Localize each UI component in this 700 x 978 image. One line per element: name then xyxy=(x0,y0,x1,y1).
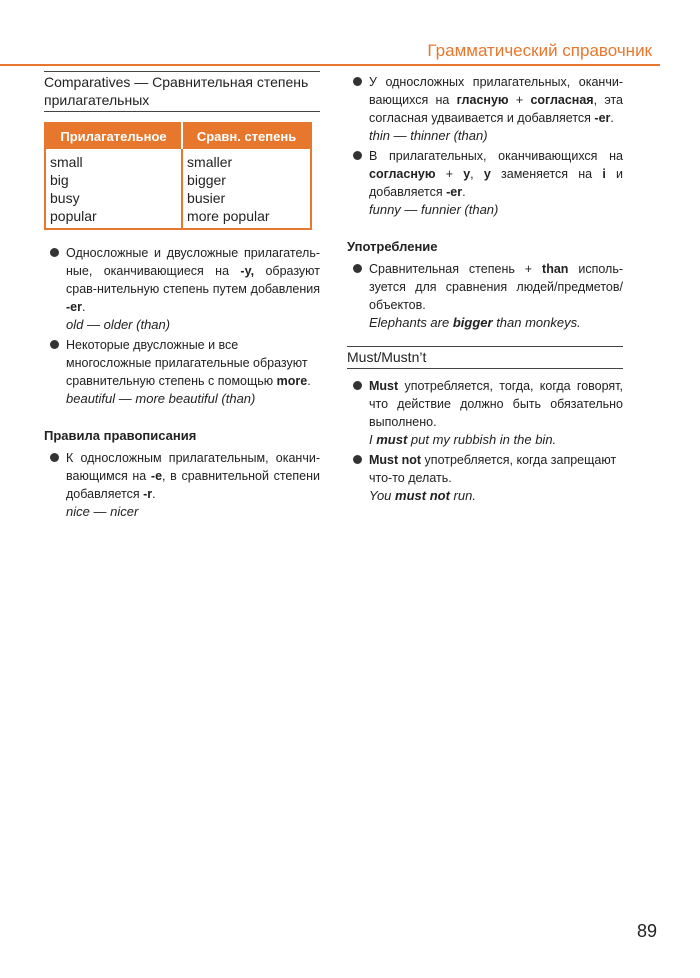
example-text: Elephants are bigger than monkeys. xyxy=(369,315,581,330)
table-row xyxy=(45,171,311,189)
header-rule xyxy=(0,64,660,66)
table-header-adjective: Прилагательное xyxy=(45,123,182,149)
table-cell: popular xyxy=(50,208,97,224)
example-text: funny — funnier (than) xyxy=(369,202,499,217)
running-header-title: Грамматический справочник xyxy=(427,41,652,60)
table-row xyxy=(45,207,311,229)
rule-bullet-must-not xyxy=(347,451,623,505)
rule-bullet-than-usage xyxy=(347,260,623,332)
left-column xyxy=(44,71,320,523)
bullet-icon xyxy=(347,451,369,505)
example-text: You must not run. xyxy=(369,488,476,503)
table-cell: busy xyxy=(50,190,80,206)
comparatives-section-title: Comparatives — Сравнительная степень прилагательных xyxy=(44,71,320,112)
rule-bullet-must xyxy=(347,377,623,449)
bullet-text: У односложных прилагательных, оканчи-вающихся на гласную + согласная, эта согласная удваивается и добавляется -er. thin — thinner (than) xyxy=(369,75,623,143)
table-cell: busier xyxy=(182,189,311,207)
rule-bullet-consonant-doubling xyxy=(347,73,623,145)
bullet-icon xyxy=(44,336,66,408)
table-row xyxy=(45,149,311,171)
rule-bullet-long-adjectives xyxy=(44,336,320,408)
rule-bullet-short-adjectives xyxy=(44,244,320,334)
page-number: 89 xyxy=(636,921,657,941)
bullet-icon xyxy=(347,377,369,449)
example-text: old — older (than) xyxy=(66,317,171,332)
comparatives-table xyxy=(44,122,312,230)
bullet-icon xyxy=(347,147,369,219)
bullet-text: Односложные и двусложные прилагатель-ные, оканчивающиеся на -y, образуют срав-нительную степень путем добавления -er. old — older (than) xyxy=(66,246,320,332)
bullet-icon xyxy=(347,260,369,332)
rule-bullet-e-ending xyxy=(44,449,320,521)
bullet-text: Некоторые двусложные и все многосложные прилагательные образуют сравнительную степень с помощью more. beautiful — more beautiful (than) xyxy=(66,336,320,408)
must-section-title: Must/Mustn’t xyxy=(347,346,623,369)
example-text: thin — thinner (than) xyxy=(369,128,488,143)
bullet-text: В прилагательных, оканчивающихся на согласную + у, у заменяется на i и добавляется -er. funny — funnier (than) xyxy=(369,149,623,217)
bullet-text: К односложным прилагательным, оканчи-вающимся на -e, в сравнительной степени добавляется -r. nice — nicer xyxy=(66,451,320,519)
right-column xyxy=(347,73,623,507)
bullet-icon xyxy=(347,73,369,145)
example-text: I must put my rubbish in the bin. xyxy=(369,432,557,447)
example-text: nice — nicer xyxy=(66,504,139,519)
table-header-comparative: Сравн. степень xyxy=(182,123,311,149)
bullet-icon xyxy=(44,449,66,521)
table-cell: more popular xyxy=(182,207,311,229)
bullet-text: Must not употребляется, когда запрещают что-то делать. You must not run. xyxy=(369,451,623,505)
table-header-row xyxy=(45,123,311,149)
rule-bullet-y-to-i xyxy=(347,147,623,219)
bullet-icon xyxy=(44,244,66,334)
usage-heading: Употребление xyxy=(347,239,438,254)
table-cell: big xyxy=(50,172,69,188)
table-cell: bigger xyxy=(182,171,311,189)
spelling-rules-heading: Правила правописания xyxy=(44,428,197,443)
bullet-text: Сравнительная степень + than исполь-зуется для сравнения людей/предметов/объектов. Elephants are bigger than monkeys. xyxy=(369,262,623,330)
table-row xyxy=(45,189,311,207)
table-cell: small xyxy=(50,154,83,170)
bullet-text: Must употребляется, тогда, когда говорят, что действие должно быть обязательно выполнено. I must put my rubbish in the bin. xyxy=(369,379,623,447)
table-cell: smaller xyxy=(182,149,311,171)
example-text: beautiful — more beautiful (than) xyxy=(66,391,256,406)
